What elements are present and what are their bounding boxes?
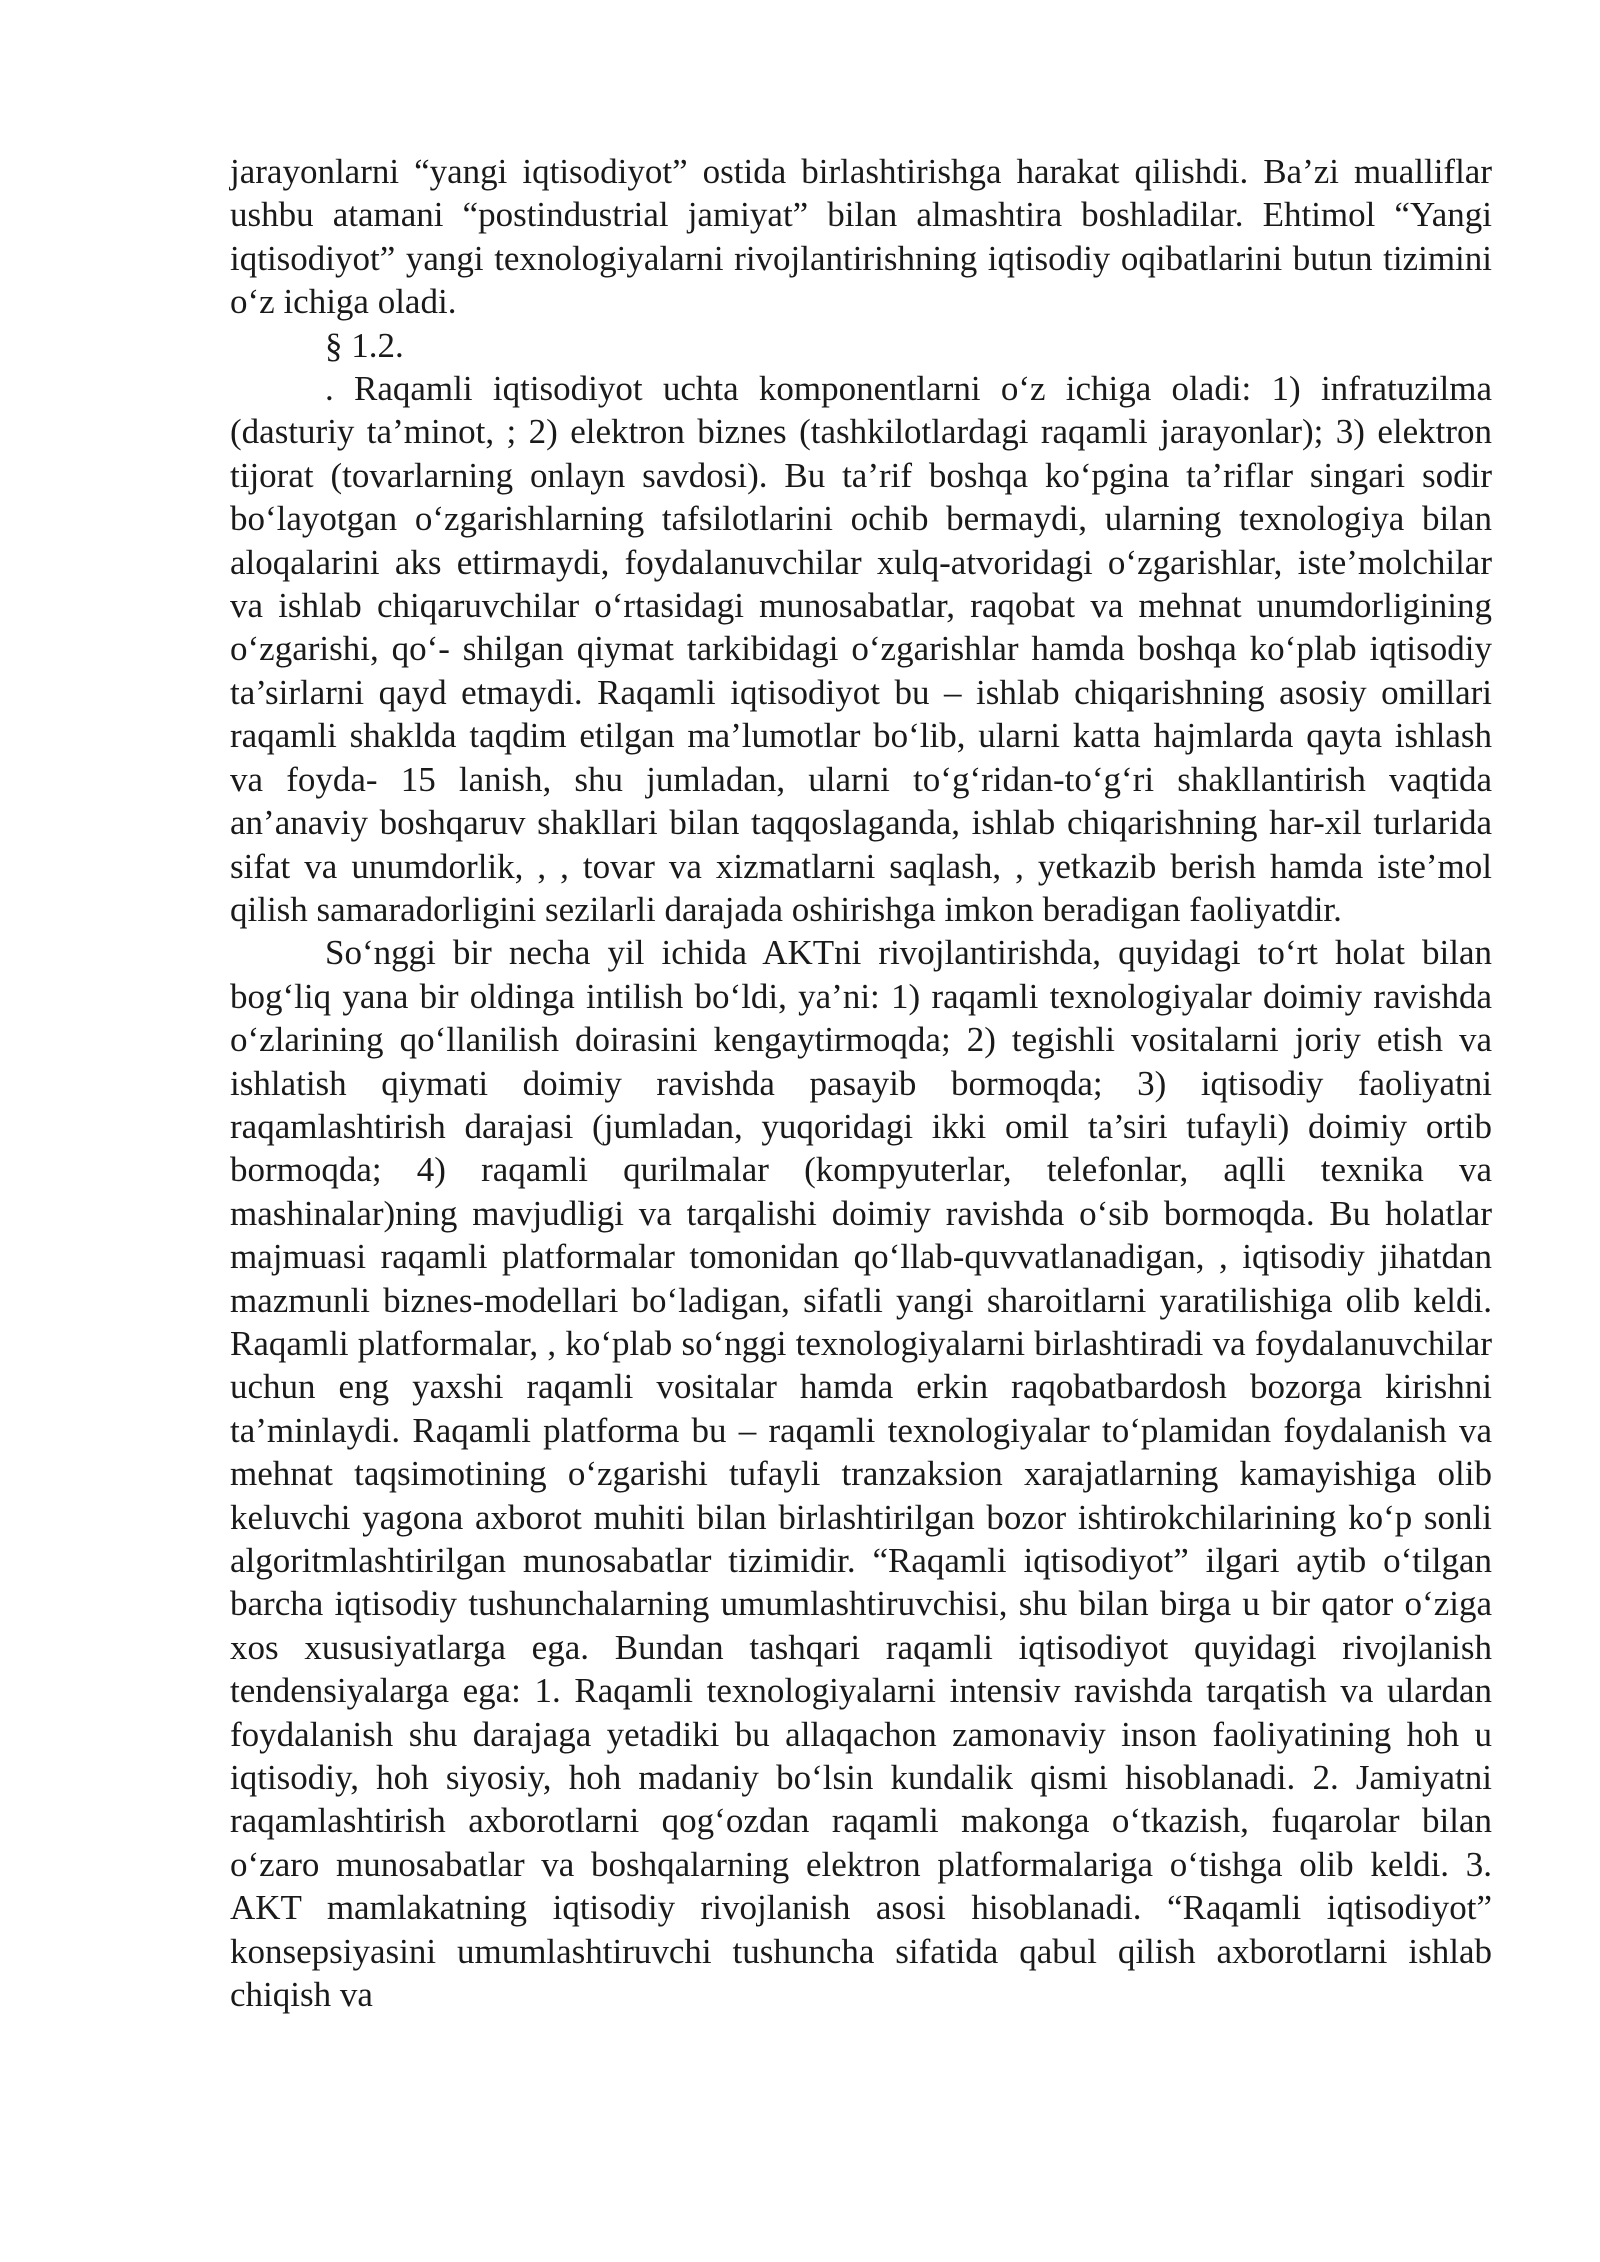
paragraph-digital-economy-components: . Raqamli iqtisodiyot uchta komponentlarni o‘z ichiga oladi: 1) infratuzilma (dasturiy ta’minot, ; 2) elektron biznes (tashkilotlardagi raqamli jarayonlar); 3) elektron tijorat (tovarlarning onlayn savdosi). Bu ta’rif boshqa ko‘pgina ta’riflar singari sodir bo‘layotgan o‘zgarishlarning tafsilotlarini ochib bermaydi, ularning texnologiya bilan aloqalarini aks ettirmaydi, foydalanuvchilar xulq-atvoridagi o‘zgarishlar, iste’molchilar va ishlab chiqaruvchilar o‘rtasidagi munosabatlar, raqobat va mehnat unumdorligining o‘zgarishi, qo‘- shilgan qiymat tarkibidagi o‘zgarishlar hamda boshqa ko‘plab iqtisodiy ta’sirlarni qayd etmaydi. Raqamli iqtisodiyot bu – ishlab chiqarishning asosiy omillari raqamli shaklda taqdim etilgan ma’lumotlar bo‘lib, ularni katta hajmlarda qayta ishlash va foyda- 15 lanish, shu jumladan, ularni to‘g‘ridan-to‘g‘ri shakllantirish vaqtida an’anaviy boshqaruv shakllari bilan taqqoslaganda, ishlab chiqarishning har-xil turlarida sifat va unumdorlik, , , tovar va xizmatlarni saqlash, , yetkazib berish hamda iste’mol qilish samaradorligini sezilarli darajada oshirishga imkon beradigan faoliyatdir. [230, 369, 1492, 929]
section-heading: § 1.2. [325, 325, 404, 365]
paragraph-continuation: jarayonlarni “yangi iqtisodiyot” ostida birlashtirishga harakat qilishdi. Ba’zi mualliflar ushbu atamani “postindustrial jamiyat” bilan almashtira boshladilar. Ehtimol “Yangi iqtisodiyot” yangi texnologiyalarni rivojlantirishning iqtisodiy oqibatlarini butun tizimini o‘z ichiga oladi. [230, 152, 1492, 322]
document-page [230, 150, 1492, 2016]
paragraph-ict-development: So‘nggi bir necha yil ichida AKTni rivojlantirishda, quyidagi to‘rt holat bilan bog‘liq yana bir oldinga intilish bo‘ldi, ya’ni: 1) raqamli texnologiyalar doimiy ravishda o‘zlarining qo‘llanilish doirasini kengaytirmoqda; 2) tegishli vositalarni joriy etish va ishlatish qiymati doimiy ravishda pasayib bormoqda; 3) iqtisodiy faoliyatni raqamlashtirish darajasi (jumladan, yuqoridagi ikki omil ta’siri tufayli) doimiy ortib bormoqda; 4) raqamli qurilmalar (kompyuterlar, telefonlar, aqlli texnika va mashinalar)ning mavjudligi va tarqalishi doimiy ravishda o‘sib bormoqda. Bu holatlar majmuasi raqamli platformalar tomonidan qo‘llab-quvvatlanadigan, , iqtisodiy jihatdan mazmunli biznes-modellari bo‘ladigan, sifatli yangi sharoitlarni yaratilishiga olib keldi. Raqamli platformalar, , ko‘plab so‘nggi texnologiyalarni birlashtiradi va foydalanuvchilar uchun eng yaxshi raqamli vositalar hamda erkin raqobatbardosh bozorga kirishni ta’minlaydi. Raqamli platforma bu – raqamli texnologiyalar to‘plamidan foydalanish va mehnat taqsimotining o‘zgarishi tufayli tranzaksion xarajatlarning kamayishiga olib keluvchi yagona axborot muhiti bilan birlashtirilgan bozor ishtirokchilarining ko‘p sonli algoritmlashtirilgan munosabatlar tizimidir. “Raqamli iqtisodiyot” ilgari aytib o‘tilgan barcha iqtisodiy tushunchalarning umumlashtiruvchisi, shu bilan birga u bir qator o‘ziga xos xususiyatlarga ega. Bundan tashqari raqamli iqtisodiyot quyidagi rivojlanish tendensiyalarga ega: 1. Raqamli texnologiyalarni intensiv ravishda tarqatish va ulardan foydalanish shu darajaga yetadiki bu allaqachon zamonaviy inson faoliyatining hoh u iqtisodiy, hoh siyosiy, hoh madaniy bo‘lsin kundalik qismi hisoblanadi. 2. Jamiyatni raqamlashtirish axborotlarni qog‘ozdan raqamli makonga o‘tkazish, fuqarolar bilan o‘zaro munosabatlar va boshqalarning elektron platformalariga o‘tishga olib keldi. 3. AKT mamlakatning iqtisodiy rivojlanish asosi hisoblanadi. “Raqamli iqtisodiyot” konsepsiyasini umumlashtiruvchi tushuncha sifatida qabul qilish axborotlarni ishlab chiqish va [230, 933, 1492, 2015]
